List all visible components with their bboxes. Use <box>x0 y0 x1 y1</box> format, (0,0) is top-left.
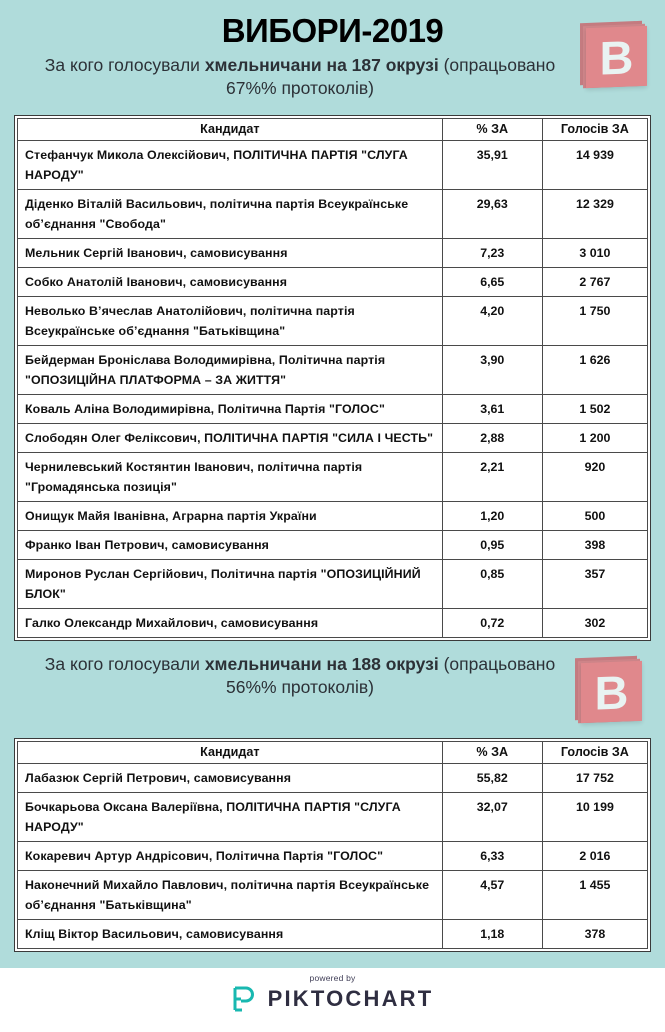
cell-votes: 2 767 <box>542 268 647 297</box>
table-row <box>18 239 648 268</box>
section1-subtitle-district: хмельничани на 187 окрузі <box>204 55 439 75</box>
table-row <box>18 268 648 297</box>
district-188-table-body <box>18 764 648 949</box>
cell-votes: 12 329 <box>542 190 647 239</box>
cell-votes: 1 626 <box>542 346 647 395</box>
table-row <box>18 793 648 842</box>
powered-by-label: powered by <box>309 973 356 983</box>
column-header-votes: Голосів ЗА <box>542 742 647 764</box>
cell-votes: 500 <box>542 502 647 531</box>
district-188-table-container <box>14 738 651 952</box>
table-row <box>18 609 648 638</box>
cell-percent: 2,88 <box>442 424 542 453</box>
table-header-row <box>18 742 648 764</box>
brand-b-logo-icon-2 <box>572 655 646 731</box>
cell-votes: 302 <box>542 609 647 638</box>
table-header-row <box>18 119 648 141</box>
table-row <box>18 502 648 531</box>
cell-votes: 378 <box>542 920 647 949</box>
column-header-percent: % ЗА <box>442 119 542 141</box>
section1-subtitle-pre: За кого голосували <box>44 55 205 75</box>
cell-percent: 4,57 <box>442 871 542 920</box>
cell-candidate: Лабазюк Сергій Петрович, самовисування <box>18 764 443 793</box>
cell-percent: 0,72 <box>442 609 542 638</box>
table-row <box>18 453 648 502</box>
cell-percent: 0,95 <box>442 531 542 560</box>
cell-candidate: Неволько В’ячеслав Анатолійович, політична партія Всеукраїнське об’єднання "Батьківщина" <box>18 297 443 346</box>
cell-candidate: Миронов Руслан Сергійович, Політична партія "ОПОЗИЦІЙНИЙ БЛОК" <box>18 560 443 609</box>
table-row <box>18 190 648 239</box>
cell-votes: 1 200 <box>542 424 647 453</box>
table-row <box>18 560 648 609</box>
cell-candidate: Онищук Майя Іванівна, Аграрна партія України <box>18 502 443 531</box>
cell-votes: 1 455 <box>542 871 647 920</box>
column-header-candidate: Кандидат <box>18 119 443 141</box>
cell-percent: 1,18 <box>442 920 542 949</box>
cell-votes: 1 502 <box>542 395 647 424</box>
brand-b-logo-icon <box>577 20 651 96</box>
piktochart-brand[interactable] <box>0 986 665 1012</box>
table-row <box>18 141 648 190</box>
district-187-table-body <box>18 141 648 638</box>
table-row <box>18 764 648 793</box>
cell-percent: 1,20 <box>442 502 542 531</box>
cell-votes: 14 939 <box>542 141 647 190</box>
cell-percent: 32,07 <box>442 793 542 842</box>
table-row <box>18 346 648 395</box>
b-logo-letter: B <box>599 29 634 85</box>
cell-candidate: Бейдерман Броніслава Володимирівна, Політична партія "ОПОЗИЦІЙНА ПЛАТФОРМА – ЗА ЖИТТЯ" <box>18 346 443 395</box>
cell-votes: 10 199 <box>542 793 647 842</box>
piktochart-logo-icon <box>232 986 258 1012</box>
column-header-candidate: Кандидат <box>18 742 443 764</box>
cell-votes: 1 750 <box>542 297 647 346</box>
piktochart-wordmark: PIKTOCHART <box>267 986 434 1011</box>
cell-candidate: Собко Анатолій Іванович, самовисування <box>18 268 443 297</box>
section2-subtitle <box>40 653 560 699</box>
cell-candidate: Наконечний Михайло Павлович, політична партія Всеукраїнське об’єднання "Батьківщина" <box>18 871 443 920</box>
cell-votes: 2 016 <box>542 842 647 871</box>
table-row <box>18 297 648 346</box>
district-187-results-table <box>17 118 648 638</box>
cell-candidate: Кокаревич Артур Андрісович, Політична Партія "ГОЛОС" <box>18 842 443 871</box>
cell-candidate: Галко Олександр Михайлович, самовисування <box>18 609 443 638</box>
cell-candidate: Франко Іван Петрович, самовисування <box>18 531 443 560</box>
cell-votes: 920 <box>542 453 647 502</box>
page-title: ВИБОРИ-2019 <box>221 12 444 49</box>
cell-candidate: Слободян Олег Феліксович, ПОЛІТИЧНА ПАРТІЯ "СИЛА І ЧЕСТЬ" <box>18 424 443 453</box>
cell-votes: 357 <box>542 560 647 609</box>
cell-percent: 3,61 <box>442 395 542 424</box>
cell-percent: 6,33 <box>442 842 542 871</box>
district-187-table-container <box>14 115 651 641</box>
column-header-votes: Голосів ЗА <box>542 119 647 141</box>
cell-candidate: Коваль Аліна Володимирівна, Політична Партія "ГОЛОС" <box>18 395 443 424</box>
cell-candidate: Мельник Сергій Іванович, самовисування <box>18 239 443 268</box>
cell-percent: 7,23 <box>442 239 542 268</box>
cell-percent: 4,20 <box>442 297 542 346</box>
cell-percent: 35,91 <box>442 141 542 190</box>
cell-percent: 3,90 <box>442 346 542 395</box>
cell-percent: 0,85 <box>442 560 542 609</box>
footer <box>0 968 665 1032</box>
cell-votes: 3 010 <box>542 239 647 268</box>
district-188-results-table <box>17 741 648 949</box>
section1-subtitle-post: (опрацьовано 67%% протоколів) <box>226 55 556 98</box>
cell-votes: 17 752 <box>542 764 647 793</box>
b-logo-letter: B <box>594 664 629 720</box>
table-row <box>18 920 648 949</box>
section1-subtitle <box>40 54 560 100</box>
section2-subtitle-pre: За кого голосували <box>44 654 205 674</box>
section2-subtitle-post: (опрацьовано 56%% протоколів) <box>226 654 556 697</box>
cell-votes: 398 <box>542 531 647 560</box>
table-row <box>18 531 648 560</box>
cell-percent: 55,82 <box>442 764 542 793</box>
table-row <box>18 395 648 424</box>
column-header-percent: % ЗА <box>442 742 542 764</box>
table-row <box>18 871 648 920</box>
cell-percent: 2,21 <box>442 453 542 502</box>
cell-candidate: Кліщ Віктор Васильович, самовисування <box>18 920 443 949</box>
table-row <box>18 424 648 453</box>
cell-percent: 29,63 <box>442 190 542 239</box>
cell-candidate: Бочкарьова Оксана Валеріївна, ПОЛІТИЧНА ПАРТІЯ "СЛУГА НАРОДУ" <box>18 793 443 842</box>
table-row <box>18 842 648 871</box>
section2-subtitle-district: хмельничани на 188 окрузі <box>204 654 439 674</box>
cell-candidate: Чернилевський Костянтин Іванович, політична партія "Громадянська позиція" <box>18 453 443 502</box>
cell-percent: 6,65 <box>442 268 542 297</box>
cell-candidate: Стефанчук Микола Олексійович, ПОЛІТИЧНА ПАРТІЯ "СЛУГА НАРОДУ" <box>18 141 443 190</box>
cell-candidate: Діденко Віталій Васильович, політична партія Всеукраїнське об’єднання "Свобода" <box>18 190 443 239</box>
